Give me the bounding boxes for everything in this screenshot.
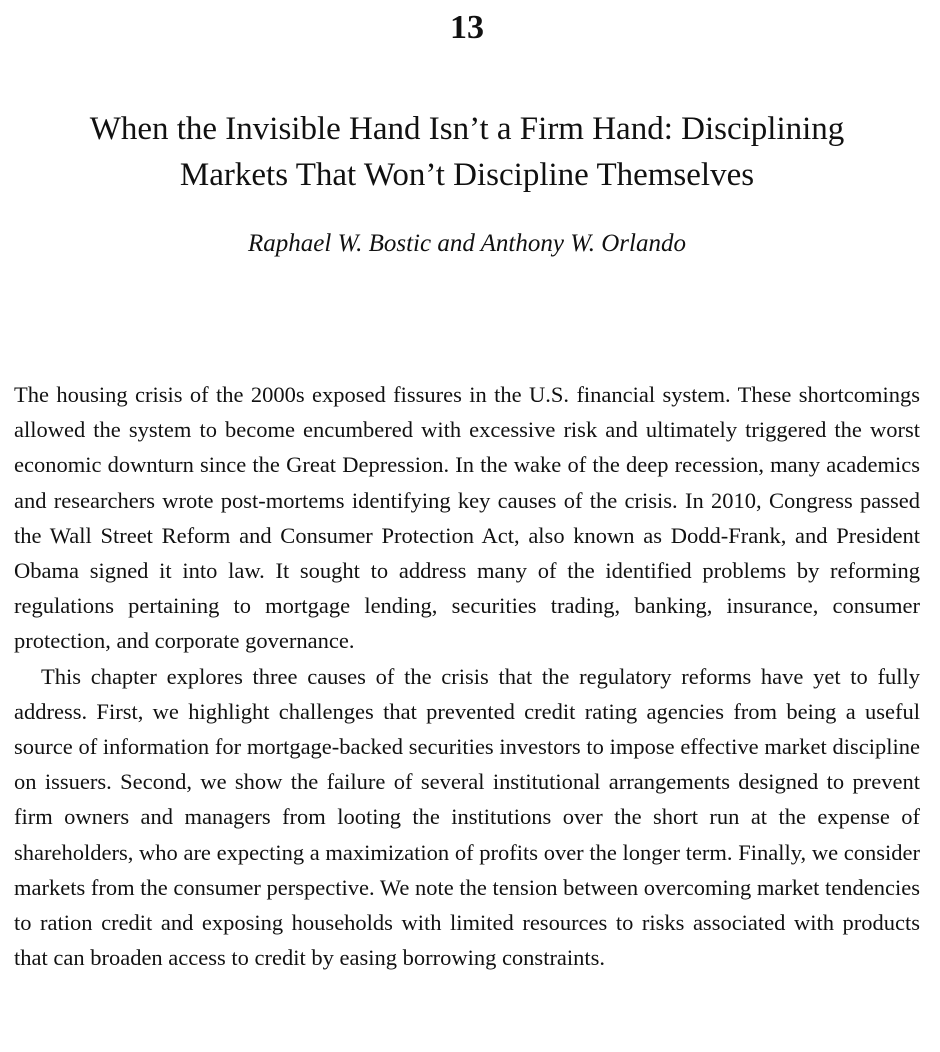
chapter-title-line-1: When the Invisible Hand Isn’t a Firm Hand: Disciplining bbox=[89, 111, 845, 147]
body-paragraph: The housing crisis of the 2000s exposed fissures in the U.S. financial system. These shortcomings allowed the system to become encumbered with excessive risk and ultimately triggered the worst economic downturn since the Great Depression. In the wake of the deep recession, many academics and researchers wrote post-mortems identifying key causes of the crisis. In 2010, Congress passed the Wall Street Reform and Consumer Protection Act, also known as Dodd-Frank, and President Obama signed it into law. It sought to address many of the identified problems by reforming regulations pertaining to mortgage lending, securities trading, banking, insurance, consumer protection, and corporate governance. bbox=[14, 382, 920, 654]
chapter-title-line-2: Markets That Won’t Discipline Themselves bbox=[179, 157, 755, 193]
chapter-title bbox=[30, 106, 904, 198]
chapter-authors: Raphael W. Bostic and Anthony W. Orlando bbox=[248, 230, 686, 257]
chapter-body bbox=[14, 377, 920, 975]
chapter-number: 13 bbox=[450, 9, 484, 46]
body-paragraph: This chapter explores three causes of the crisis that the regulatory reforms have yet to fully address. First, we highlight challenges that prevented credit rating agencies from being a useful source of information for mortgage-backed securities investors to impose effective market discipline on issuers. Second, we show the failure of several institutional arrangements designed to prevent firm owners and managers from looting the institutions over the short run at the expense of shareholders, who are expecting a maximization of profits over the longer term. Finally, we consider markets from the consumer perspective. We note the tension between overcoming market tendencies to ration credit and exposing households with limited resources to risks associated with products that can broaden access to credit by easing borrowing constraints. bbox=[14, 663, 920, 971]
